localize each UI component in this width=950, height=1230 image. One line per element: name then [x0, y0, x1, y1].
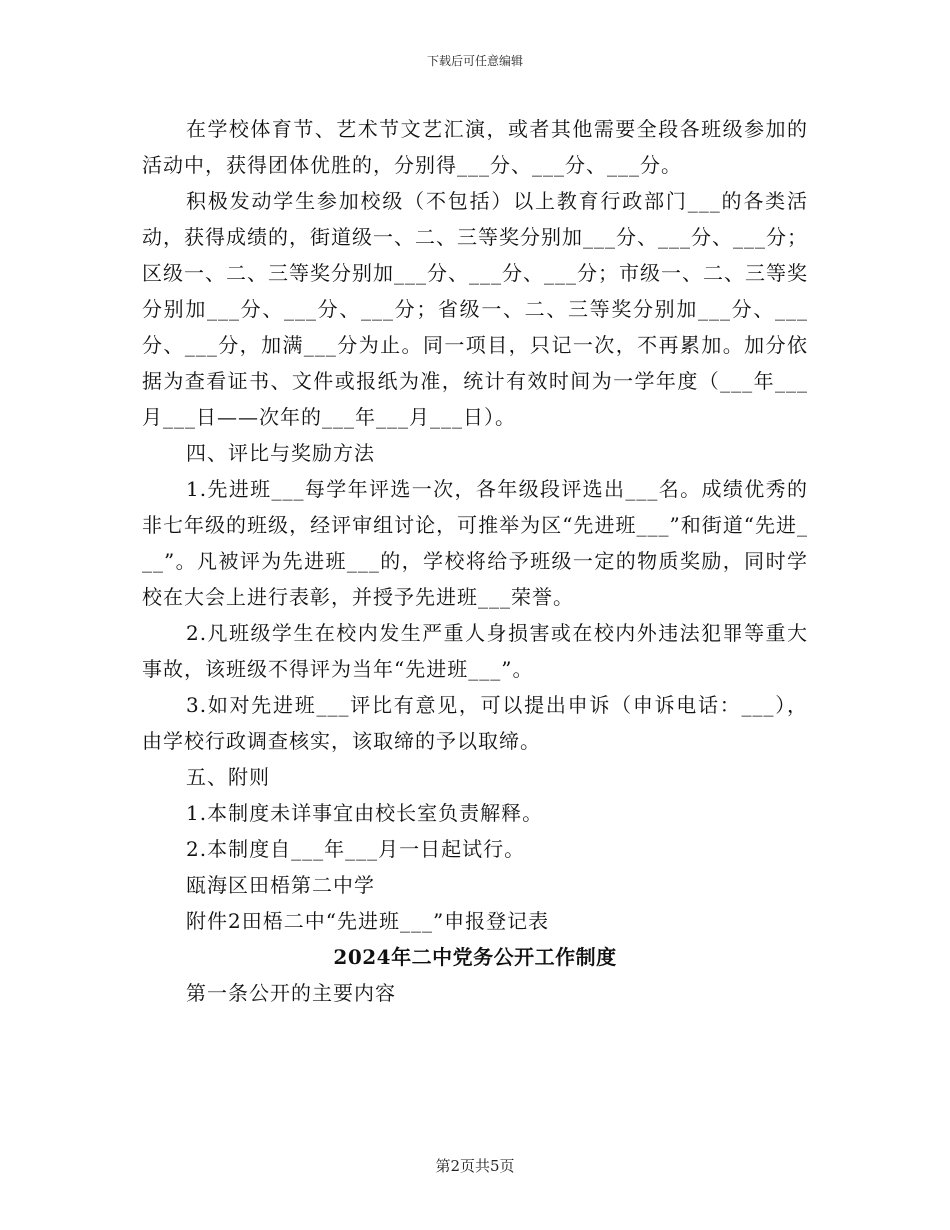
- paragraph-article-1: 第一条公开的主要内容: [186, 981, 396, 1005]
- paragraph-activity-points: 积极发动学生参加校级（不包括）以上教育行政部门___的各类活动，获得成绩的，街道级一、二、三等奖分别加___分、___分、___分；区级一、二、三等奖分别加___分、___分、___分；市级一、二、三等奖分别加___分、___分、___分；省级一、二、三等奖分别加___分、___分、___分，加满___分为止。同一项目，只记一次，不再累加。加分依据为查看证书、文件或报纸为准，统计有效时间为一学年度（___年___月___日——次年的___年___月___日）。: [142, 189, 808, 429]
- page-number: 第2页共5页: [435, 1157, 515, 1175]
- paragraph-team-awards: 在学校体育节、艺术节文艺汇演，或者其他需要全段各班级参加的活动中，获得团体优胜的，分别得___分、___分、___分。: [142, 117, 808, 177]
- paragraph-supplementary-2: 2.本制度自___年___月一日起试行。: [186, 837, 526, 861]
- paragraph-attachment: 附件2田梧二中“先进班___”申报登记表: [186, 909, 550, 933]
- heading-supplementary: 五、附则: [186, 765, 270, 789]
- document-body: [142, 111, 808, 1011]
- paragraph-supplementary-1: 1.本制度未详事宜由校长室负责解释。: [186, 801, 544, 825]
- section-title: 2024年二中党务公开工作制度: [333, 945, 617, 969]
- paragraph-rule-2: 2.凡班级学生在校内发生严重人身损害或在校内外违法犯罪等重大事故，该班级不得评为当年“先进班___”。: [142, 621, 808, 681]
- page-header: 下载后可任意编辑: [426, 54, 523, 68]
- heading-evaluation-rewards: 四、评比与奖励方法: [186, 441, 375, 465]
- paragraph-rule-3: 3.如对先进班___评比有意见，可以提出申诉（申诉电话：___），由学校行政调查核实，该取缔的予以取缔。: [142, 693, 808, 753]
- paragraph-school-name: 瓯海区田梧第二中学: [186, 873, 375, 897]
- paragraph-rule-1: 1.先进班___每学年评选一次，各年级段评选出___名。成绩优秀的非七年级的班级，经评审组讨论，可推举为区“先进班___”和街道“先进___”。凡被评为先进班___的，学校将给予班级一定的物质奖励，同时学校在大会上进行表彰，并授予先进班___荣誉。: [142, 477, 808, 609]
